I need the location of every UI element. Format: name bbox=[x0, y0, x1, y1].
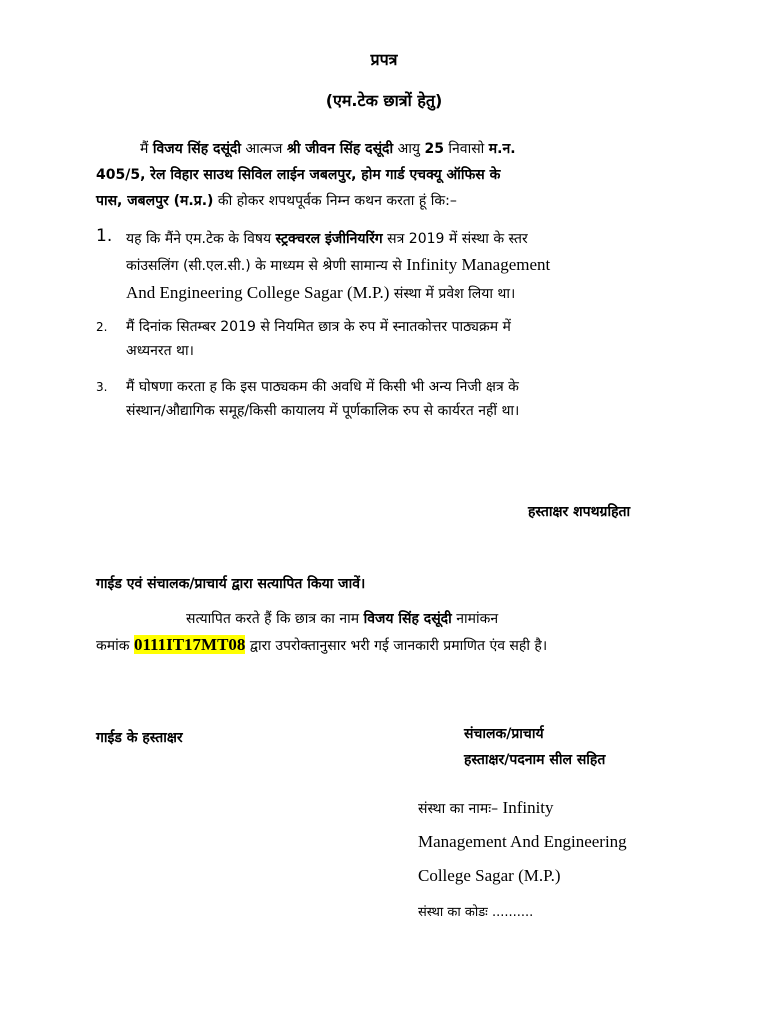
item-1-line-2 bbox=[126, 252, 550, 279]
enrollment-label: नामांकन bbox=[456, 611, 499, 627]
declaration-line-3 bbox=[96, 188, 676, 214]
institution-code-label: संस्था का कोडः bbox=[418, 905, 488, 920]
guide-signature-label: गाईड के हस्ताक्षर bbox=[96, 730, 183, 746]
subject-name: स्ट्रक्चरल इंजीनियरिंग bbox=[275, 231, 383, 247]
form-subtitle: (एम.टेक छात्रों हेतु) bbox=[325, 91, 443, 110]
student-name: विजय सिंह दसूंदी bbox=[363, 611, 452, 627]
declaration-pre: मैं bbox=[140, 141, 149, 157]
address-start: म.न. bbox=[488, 141, 516, 157]
institution-name-line-3: College Sagar (M.P.) bbox=[418, 866, 561, 885]
institution-name-line-1: Infinity bbox=[502, 798, 554, 817]
institution-name-part-1: Infinity Management bbox=[406, 255, 551, 274]
enrollment-prefix: कमांक bbox=[96, 638, 130, 654]
institution-name-line-2: Management And Engineering bbox=[418, 832, 627, 851]
declaration-line-1 bbox=[96, 136, 676, 162]
father-name: श्री जीवन सिंह दसूंदी bbox=[286, 141, 394, 157]
institution-name-label: संस्था का नामः– bbox=[418, 801, 499, 817]
residence-label: निवासो bbox=[448, 141, 485, 157]
director-signature-label: हस्ताक्षर/पदनाम सील सहित bbox=[464, 752, 606, 768]
item-1-line-3 bbox=[126, 280, 515, 307]
institution-code-row bbox=[418, 902, 533, 920]
item-1-admission: संस्था में प्रवेश लिया था। bbox=[393, 286, 516, 302]
institution-name-part-2: And Engineering College Sagar (M.P.) bbox=[126, 283, 390, 302]
age-label: आयु bbox=[397, 141, 421, 157]
institution-name-row bbox=[418, 798, 554, 818]
item-1-line-1 bbox=[126, 226, 528, 252]
item-3-line-1: मैं घोषणा करता ह कि इस पाठ्यकम की अवधि में किसी भी अन्य निजी क्षत्र के bbox=[126, 379, 519, 395]
item-3-number: 3. bbox=[96, 380, 108, 394]
director-label: संचालक/प्राचार्य bbox=[464, 726, 544, 742]
item-1-counselling: कांउसलिंग (सी.एल.सी.) के माध्यम से श्रेणी सामान्य से bbox=[126, 258, 402, 274]
institution-code-value: .......... bbox=[491, 905, 534, 920]
item-2-number: 2. bbox=[96, 320, 108, 334]
item-1-number: 1. bbox=[96, 226, 113, 246]
verification-text: सत्यापित करते हैं कि छात्र का नाम bbox=[186, 611, 360, 627]
declaration-oath: की होकर शपथपूर्वक निम्न कथन करता हूं कि:– bbox=[217, 193, 457, 209]
item-2-line-1: मैं दिनांक सितम्बर 2019 से नियमित छात्र के रुप में स्नातकोत्तर पाठ्यक्रम में bbox=[126, 319, 511, 335]
age-value: 25 bbox=[424, 141, 444, 157]
item-1-text: यह कि मैंने एम.टेक के विषय bbox=[126, 231, 272, 247]
form-title: प्रपत्र bbox=[370, 50, 398, 69]
item-1-session: सत्र 2019 में संस्था के स्तर bbox=[387, 231, 528, 247]
declaration-line-2 bbox=[96, 162, 676, 188]
verification-confirmation: द्वारा उपरोक्तानुसार भरी गई जानकारी प्रमाणित एंव सही है। bbox=[249, 638, 548, 654]
enrollment-number: 0111IT17MT08 bbox=[133, 635, 246, 654]
declaration-relation: आत्मज bbox=[245, 141, 283, 157]
deponent-signature-label: हस्ताक्षर शपथग्रहिता bbox=[528, 504, 631, 520]
verification-line-1 bbox=[186, 606, 498, 632]
verification-line-2 bbox=[96, 632, 547, 659]
address-city: पास, जबलपुर (म.प्र.) bbox=[96, 193, 214, 209]
verification-heading: गाईड एवं संचालक/प्राचार्य द्वारा सत्यापित किया जावें। bbox=[96, 576, 366, 592]
address-line: 405/5, रेल विहार साउथ सिविल लाईन जबलपुर, होम गार्ड एचक्यू ऑफिस के bbox=[96, 167, 501, 183]
deponent-name: विजय सिंह दसूंदी bbox=[152, 141, 241, 157]
item-3-line-2: संस्थान/औद्यागिक समूह/किसी कायालय में पूर्णकालिक रुप से कार्यरत नहीं था। bbox=[126, 403, 520, 419]
item-2-line-2: अध्यनरत था। bbox=[126, 343, 194, 359]
